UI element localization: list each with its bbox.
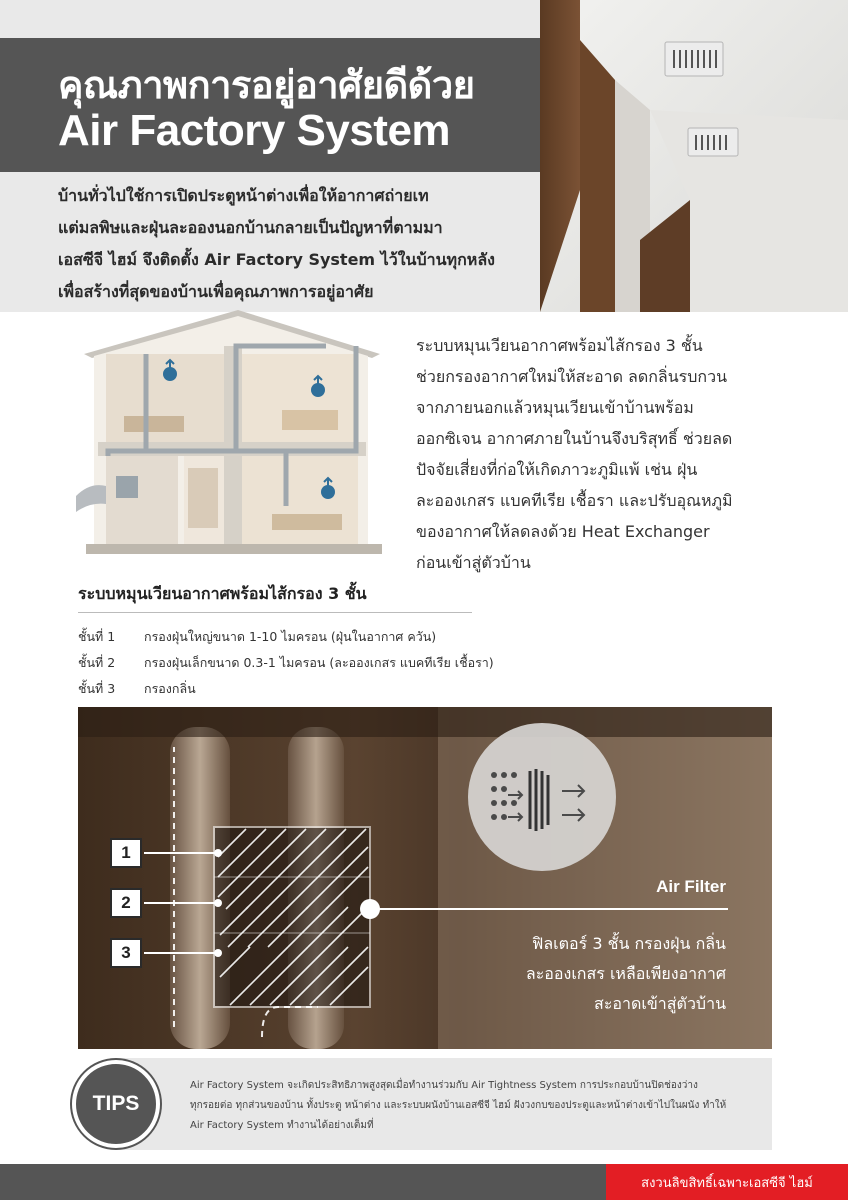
intro-line: บ้านทั่วไปใช้การเปิดประตูหน้าต่างเพื่อให้อากาศถ่ายเท xyxy=(58,186,429,205)
layer-description: กรองฝุ่นใหญ่ขนาด 1-10 ไมครอน (ฝุ่นในอากาศ ควัน) xyxy=(144,629,437,644)
list-item xyxy=(78,676,494,702)
layer-description: กรองฝุ่นเล็กขนาด 0.3-1 ไมครอน (ละอองเกสร แบคทีเรีย เชื้อรา) xyxy=(144,655,494,670)
filter-layers-graphic xyxy=(214,827,370,1007)
tips-line: Air Factory System ทำงานได้อย่างเต็มที่ xyxy=(190,1120,374,1131)
layer-description: กรองกลิ่น xyxy=(144,681,196,696)
page-title-thai: คุณภาพการอยู่อาศัยดีด้วย xyxy=(58,63,475,107)
house-airflow-illustration xyxy=(76,306,396,576)
air-filter-line: ฟิลเตอร์ 3 ชั้น กรองฝุ่น กลิ่น xyxy=(532,934,726,953)
description-line: ของอากาศให้ลดลงด้วย Heat Exchanger xyxy=(416,522,710,541)
filter-layer-list xyxy=(78,624,494,702)
divider xyxy=(78,612,472,613)
filter-layer-number: 3 xyxy=(110,938,142,968)
list-item xyxy=(78,624,494,650)
description-line: จากภายนอกแล้วหมุนเวียนเข้าบ้านพร้อม xyxy=(416,398,694,417)
description-line: ระบบหมุนเวียนอากาศพร้อมไส้กรอง 3 ชั้น xyxy=(416,336,703,355)
tips-line: Air Factory System จะเกิดประสิทธิภาพสูงสุดเมื่อทำงานร่วมกับ Air Tightness System การประกอบบ้านปิดช่องว่าง xyxy=(190,1080,698,1091)
intro-paragraph xyxy=(58,180,528,308)
air-filter-panel xyxy=(78,707,772,1049)
copyright-label: สงวนลิขสิทธิ์เฉพาะเอสซีจี ไฮม์ xyxy=(606,1164,848,1200)
system-description xyxy=(416,330,786,578)
vent-icon xyxy=(665,42,723,76)
list-item xyxy=(78,650,494,676)
page-title-english: Air Factory System xyxy=(58,106,451,155)
layer-label: ชั้นที่ 2 xyxy=(78,655,116,670)
intro-line: แต่มลพิษและฝุ่นละอองนอกบ้านกลายเป็นปัญหาที่ตามมา xyxy=(58,218,443,237)
air-filter-icon xyxy=(468,723,616,871)
layer-label: ชั้นที่ 3 xyxy=(78,681,116,696)
description-line: ก่อนเข้าสู่ตัวบ้าน xyxy=(416,553,531,572)
vent-icon xyxy=(688,128,738,156)
air-filter-line: ละอองเกสร เหลือเพียงอากาศ xyxy=(525,964,726,983)
filter-layer-number: 2 xyxy=(110,888,142,918)
air-filter-title: Air Filter xyxy=(656,877,726,896)
ceiling-vent-photo xyxy=(540,0,848,312)
tips-line: ทุกรอยต่อ ทุกส่วนของบ้าน ทั้งประตู หน้าต่าง และระบบผนังบ้านเอสซีจี ไฮม์ ฝังวงกบของประตูและหน้าต่างเข้าไปในผนัง ทำให้ xyxy=(190,1100,727,1111)
air-filter-line: สะอาดเข้าสู่ตัวบ้าน xyxy=(594,994,726,1013)
description-line: ออกซิเจน อากาศภายในบ้านจึงบริสุทธิ์ ช่วยลด xyxy=(416,429,733,448)
description-line: ละอองเกสร แบคทีเรีย เชื้อรา และปรับอุณหภูมิ xyxy=(416,491,733,510)
description-line: ปัจจัยเสี่ยงที่ก่อให้เกิดภาวะภูมิแพ้ เช่น ฝุ่น xyxy=(416,460,698,479)
filter-layer-number: 1 xyxy=(110,838,142,868)
intro-line: เอสซีจี ไฮม์ จึงติดตั้ง Air Factory System ไว้ในบ้านทุกหลัง xyxy=(58,250,495,269)
filter-section-title: ระบบหมุนเวียนอากาศพร้อมไส้กรอง 3 ชั้น xyxy=(78,584,367,603)
layer-label: ชั้นที่ 1 xyxy=(78,629,116,644)
air-filter-description xyxy=(466,929,726,1019)
tips-text xyxy=(190,1076,760,1136)
intro-line: เพื่อสร้างที่สุดของบ้านเพื่อคุณภาพการอยู่อาศัย xyxy=(58,282,374,301)
tips-badge: TIPS xyxy=(72,1060,160,1148)
description-line: ช่วยกรองอากาศใหม่ให้สะอาด ลดกลิ่นรบกวน xyxy=(416,367,728,386)
